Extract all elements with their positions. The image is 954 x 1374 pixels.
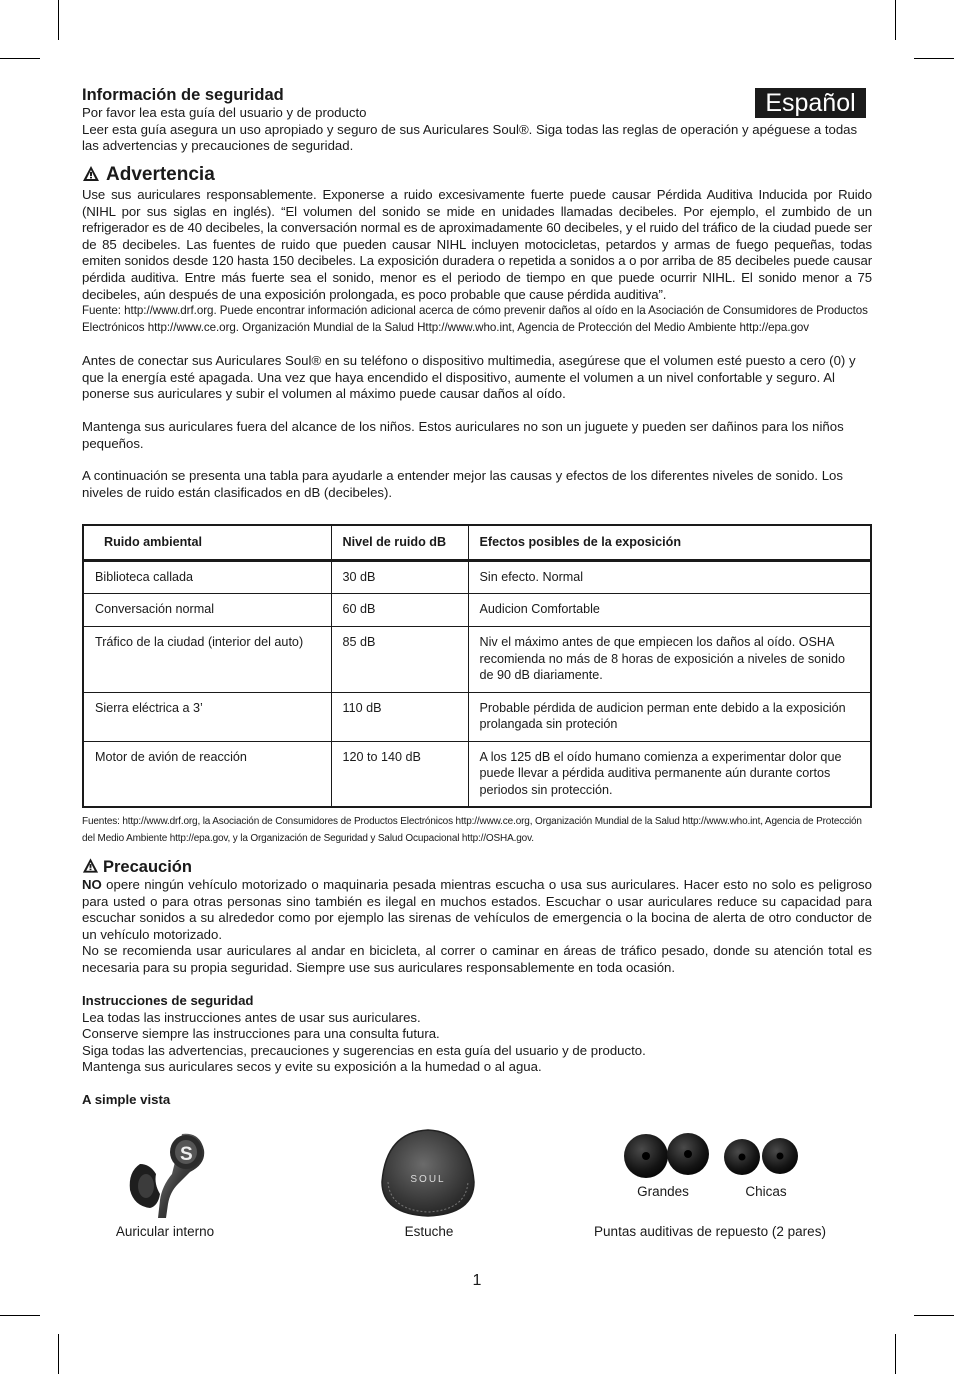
earbud-label: Auricular interno <box>115 1224 215 1239</box>
table-row <box>83 741 871 807</box>
caution-body <box>82 877 872 943</box>
noise-level-table <box>82 524 872 808</box>
warning-source: Fuente: http://www.drf.org. Puede encontrar información adicional acerca de cómo prevenir daños al oído en la Asociación de Consumidores de Productos Electrónicos http://www.ce.org. Organización Mundial de la Salud Http://www.who.int, Agencia de Protección del Medio Ambiente http://epa.gov <box>82 304 868 334</box>
table-cell: Biblioteca callada <box>83 560 331 594</box>
intro-line: Por favor lea esta guía del usuario y de producto <box>82 105 367 120</box>
ear-tips-label: Puntas auditivas de repuesto (2 pares) <box>594 1224 826 1239</box>
crop-mark <box>0 1315 40 1316</box>
table-row <box>83 692 871 741</box>
overview-heading-wrap <box>82 1092 872 1109</box>
page-title: Información de seguridad <box>82 86 284 104</box>
table-cell: Niv el máximo antes de que empiecen los daños al oído. OSHA recomienda no más de 8 horas de exposición a niveles de sonido de 90 dB diariamente. <box>468 627 871 693</box>
table-header-cell: Ruido ambiental <box>83 525 331 560</box>
crop-mark <box>914 58 954 59</box>
ear-tips-image <box>620 1126 812 1184</box>
caution-title: Precaución <box>103 858 192 876</box>
caution-body-text: opere ningún vehículo motorizado o maquinaria pesada mientras escucha o usa sus auriculares. Hacer esto no solo es peligroso para usted o para otras personas sino también es ilegal en muchos estados. Escuchar o usar auriculares reduce su capacidad para escuchar sonidos a su alrededor como por ejemplo las sirenas de vehículos de emergencia o la bocina de alerta de otro conductor de un vehículo motorizado. <box>82 877 872 942</box>
table-row <box>83 560 871 594</box>
warning-paragraph-4: A continuación se presenta una tabla para ayudarle a entender mejor las causas y efectos de los diferentes niveles de sonido. Los niveles de ruido están clasificados en dB (decibeles). <box>82 468 843 500</box>
warning-paragraph-2: Antes de conectar sus Auriculares Soul® en su teléfono o dispositivo multimedia, asegúrese que el volumen esté puesto a cero (0) y que la energía esté apagada. Una vez que haya encendido el dispositivo, aumente el volumen a un nivel confortable y seguro. Al ponerse sus auriculares y subir el volumen al máximo puede causar daños al oído. <box>82 353 856 402</box>
table-sources <box>82 814 872 847</box>
warning-section <box>82 164 872 501</box>
table-cell: 60 dB <box>331 594 468 627</box>
table-row <box>83 594 871 627</box>
table-cell: 85 dB <box>331 627 468 693</box>
table-cell: Conversación normal <box>83 594 331 627</box>
case-label: Estuche <box>404 1224 454 1239</box>
table-cell: Motor de avión de reacción <box>83 741 331 807</box>
warning-heading <box>82 164 872 186</box>
table-cell: Sierra eléctrica a 3’ <box>83 692 331 741</box>
crop-mark <box>914 1315 954 1316</box>
list-item: Conserve siempre las instrucciones para una consulta futura. <box>82 1026 440 1042</box>
crop-mark <box>58 1334 59 1374</box>
crop-mark <box>895 1334 896 1374</box>
table-cell: Tráfico de la ciudad (interior del auto) <box>83 627 331 693</box>
caution-section <box>82 857 872 977</box>
crop-mark <box>0 58 40 59</box>
earbud-image <box>120 1124 212 1220</box>
caution-no: NO <box>82 877 102 892</box>
intro-paragraph: Leer esta guía asegura un uso apropiado y seguro de sus Auriculares Soul®. Siga todas las reglas de operación y apéguese a todas las advertencias y precauciones de seguridad. <box>82 121 858 154</box>
safety-info-section <box>82 86 872 155</box>
case-logo: SOUL <box>410 1174 446 1185</box>
crop-mark <box>58 0 59 40</box>
caution-body-2: No se recomienda usar auriculares al andar en bicicleta, al correr o caminar en áreas de tráfico pesado, donde su atención total es necesaria para su propia seguridad. Siempre use sus auriculares responsablemente en toda ocasión. <box>82 943 872 975</box>
small-tips-label: Chicas <box>745 1184 787 1199</box>
warning-body: Use sus auriculares responsablemente. Exponerse a ruido excesivamente fuerte puede causar Pérdida Auditiva Inducida por Ruido (NIHL por sus siglas en inglés). “El volumen del sonido se mide en unidades llamadas decibeles. Por ejemplo, el zumbido de un refrigerador es de 40 decibeles, la conversación normal es de aproximadamente 60 decibeles, y el ruido del tráfico de la ciudad puede ser de 85 decibeles. Las fuentes de ruido que pueden causar NIHL incluyen motocicletas, petardos y armas de fuego pequeñas, todas emiten sonidos desde 120 hasta 150 decibeles. La exposición duradera o repetida a sonidos a o por arriba de 85 decibeles puede causar pérdida auditiva. Entre más fuerte sea el sonido, menor es el periodo de tiempo en que puede ocurrir NIHL. El sonido menor a 75 decibeles, aún después de una exposición prolongada, es poco probable que cause pérdida auditiva”. <box>82 187 872 302</box>
large-tips-label: Grandes <box>637 1184 689 1199</box>
table-cell: 30 dB <box>331 560 468 594</box>
list-item: Siga todas las advertencias, precauciones y sugerencias en esta guía del usuario y de producto. <box>82 1042 646 1058</box>
list-item: Lea todas las instrucciones antes de usar sus auriculares. <box>82 1009 421 1025</box>
warning-title: Advertencia <box>106 164 215 185</box>
table-header-row <box>83 525 871 560</box>
language-badge: Español <box>755 88 866 118</box>
table-cell: 110 dB <box>331 692 468 741</box>
instructions-section <box>82 993 872 1076</box>
table-header-cell: Nivel de ruido dB <box>331 525 468 560</box>
case-image <box>380 1126 476 1220</box>
table-cell: Audicion Comfortable <box>468 594 871 627</box>
instructions-heading: Instrucciones de seguridad <box>82 993 254 1008</box>
table-sources-text: Fuentes: http://www.drf.org, la Asociación de Consumidores de Productos Electrónicos http://www.ce.org, Organización Mundial de la Salud http://www.who.int, Agencia de Protección del Medio Ambiente http://epa.gov, y la Organización de Seguridad y Salud Ocupacional http://OSHA.gov. <box>82 816 862 844</box>
svg-text:S: S <box>180 1144 193 1165</box>
list-item: Mantenga sus auriculares secos y evite su exposición a la humedad o al agua. <box>82 1059 542 1075</box>
overview-heading: A simple vista <box>82 1092 171 1107</box>
table-cell: Sin efecto. Normal <box>468 560 871 594</box>
table-header-cell: Efectos posibles de la exposición <box>468 525 871 560</box>
table-cell: Probable pérdida de audicion perman ente debido a la exposición prolangada sin proteción <box>468 692 871 741</box>
table-cell: A los 125 dB el oído humano comienza a experimentar dolor que puede llevar a pérdida auditiva permanente aún durante cortos periodos sin protección. <box>468 741 871 807</box>
table-row <box>83 627 871 693</box>
table-cell: 120 to 140 dB <box>331 741 468 807</box>
warning-icon <box>82 165 100 182</box>
caution-heading <box>82 857 872 877</box>
warning-icon <box>82 857 99 874</box>
page-number: 1 <box>472 1272 482 1289</box>
crop-mark <box>895 0 896 40</box>
warning-paragraph-3: Mantenga sus auriculares fuera del alcance de los niños. Estos auriculares no son un juguete y pueden ser dañinos para los niños pequeños. <box>82 418 844 451</box>
